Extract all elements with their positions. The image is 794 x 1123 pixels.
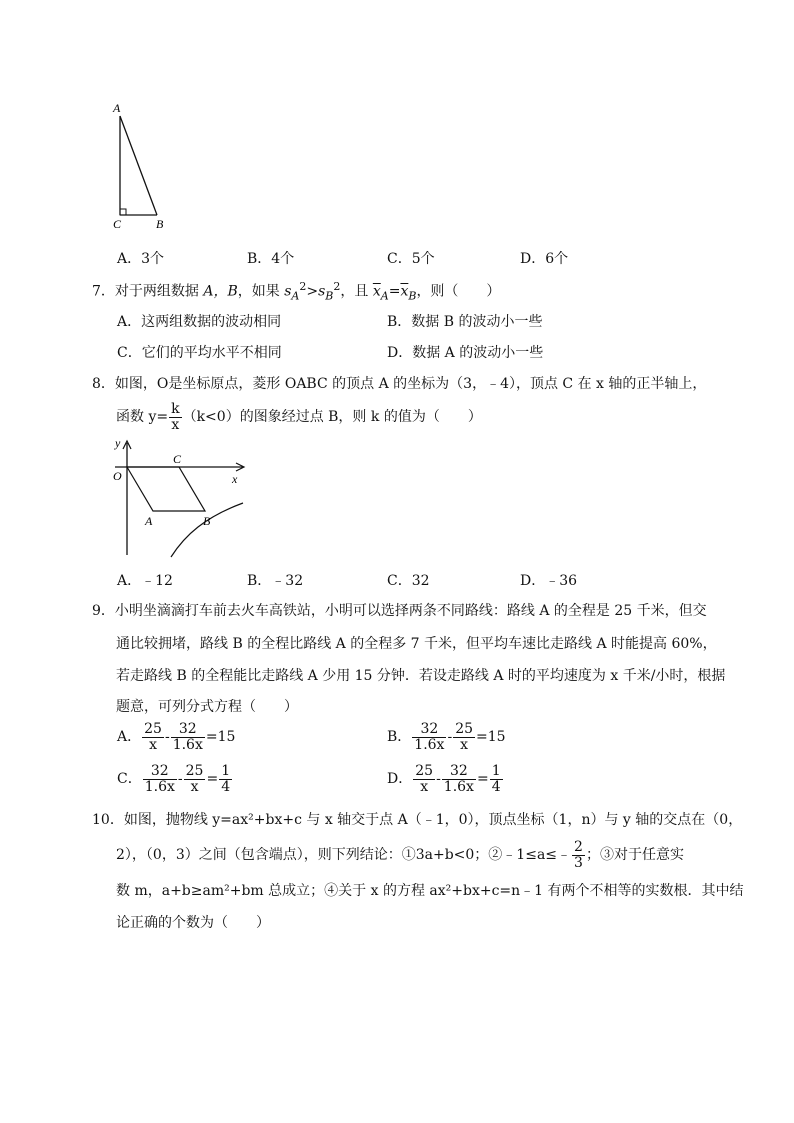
q9-d-num2: 32 [442,764,476,780]
q8-label-b: B [203,514,211,528]
q6-label-c: C [113,217,122,231]
q9-b-den1: 1.6x [414,736,445,753]
q7-option-c[interactable]: C．它们的平均水平不相同 [117,345,282,361]
q10-stem-line3: 数 m，a+b≥am²+bm 总成立；④关于 x 的方程 ax²+bx+c=n﹣1 有两个不相等的实数根．其中结 [116,883,744,899]
q8-label-x: x [232,472,238,486]
q8-func-pre: 函数 y= [116,409,169,426]
q6-triangle-figure [108,98,178,233]
q9-a-label: A． [117,729,142,746]
q8-label-c: C [173,452,182,466]
q7-mean-a: $\overline{x}$ [372,283,381,300]
q7-end: ，则（ ） [416,283,501,300]
q6-side-ab [120,116,157,215]
q10-stem-line1 [92,809,742,829]
q9-option-c[interactable] [117,764,233,794]
q9-a-den2: 1.6x [172,736,203,753]
q9-stem-line3: 若走路线 B 的全程能比走路线 A 少用 15 分钟．若设走路线 A 时的平均速度为 x 千米/小时，根据 [116,668,726,684]
q10-line1: 如图，抛物线 y=ax²+bx+c 与 x 轴交于点 A（﹣1，0），顶点坐标（1，n）与 y 轴的交点在（0， [123,812,743,828]
q8-frac-num: k [171,401,180,417]
q8-stem-line2 [116,402,482,432]
q9-option-a[interactable] [117,722,235,752]
q7-number: 7． [92,283,115,300]
q6-option-c[interactable]: C．5个 [387,251,435,267]
q9-b-label: B． [387,729,412,746]
q9-b-rhs: =15 [476,729,506,746]
q10-frac-den: 3 [574,854,583,871]
q9-d-label: D． [387,771,413,788]
q9-a-num2: 32 [171,722,205,738]
q7-mean-b: $\overline{x}$ [400,283,409,300]
q9-option-d[interactable] [387,764,504,794]
q9-c-num2: 25 [185,763,204,779]
q8-number: 8． [92,376,115,392]
q9-c-num1: 32 [143,764,177,780]
q9-b-num2: 25 [455,721,474,737]
q9-option-b[interactable] [387,722,506,752]
q6-option-d[interactable]: D．6个 [520,251,569,267]
q9-d-rden: 4 [491,778,501,795]
q9-c-rden: 4 [221,778,231,795]
q9-d-num1: 25 [415,763,434,779]
q8-stem-line1 [92,373,706,393]
q7-stem [92,280,500,302]
q8-option-a[interactable]: A．﹣12 [117,573,173,589]
q10-stem-line4: 论正确的个数为（ ） [116,915,270,931]
q8-func-post: （k<0）的图象经过点 B，则 k 的值为（ ） [182,409,482,426]
q10-line2-pre: 2），（0，3）之间（包含端点），则下列结论：①3a+b<0；②﹣1≤a≤﹣ [116,847,572,864]
q7-mean-sub-b: B [408,289,417,303]
q9-c-label: C． [117,771,142,788]
q7-gt: > [306,283,319,300]
q9-c-den1: 1.6x [144,778,175,795]
q9-a-num1: 25 [144,721,162,737]
q8-coordinate-figure [105,435,250,560]
q10-number: 10． [92,812,124,828]
q9-stem-line2: 通比较拥堵，路线 B 的全程比路线 A 的全程多 7 千米，但平均车速比走路线 A 时能提高 60%， [116,636,717,652]
q9-d-op: - [436,771,441,788]
q7-eq: = [388,283,401,300]
q9-d-den1: x [420,778,429,795]
q10-frac-num: 2 [574,839,583,855]
q7-s-a: s [284,283,292,300]
q9-a-op: - [164,729,170,746]
q7-option-d[interactable]: D．数据 A 的波动小一些 [387,345,544,361]
q8-frac-den: x [171,416,180,433]
q6-right-angle-mark [120,209,126,215]
q9-line1: 小明坐滴滴打车前去火车高铁站，小明可以选择两条不同路线：路线 A 的全程是 25 千米，但交 [114,603,707,619]
q7-sub-b: B [325,289,334,303]
q10-stem-line2 [116,840,684,870]
q8-label-y: y [115,436,121,450]
q7-option-a[interactable]: A．这两组数据的波动相同 [117,314,282,330]
q7-vars: A，B [203,283,238,300]
q9-b-num1: 32 [412,722,446,738]
q7-option-b[interactable]: B．数据 B 的波动小一些 [387,314,543,330]
q6-option-b[interactable]: B．4个 [247,251,295,267]
q7-pre: 对于两组数据 [114,283,199,300]
q8-label-o: O [113,469,122,483]
q7-and: ，且 [340,283,369,300]
q6-option-a[interactable]: A．3个 [117,251,165,267]
q7-sup-a: 2 [299,280,307,293]
q9-c-eq: = [206,771,219,788]
q6-label-b: B [156,217,164,231]
q7-mean-sub-a: A [380,289,389,303]
q9-b-op: - [447,729,453,746]
q9-a-den1: x [149,736,157,753]
q9-stem-line4: 题意，可列分式方程（ ） [116,699,298,715]
q8-option-b[interactable]: B．﹣32 [247,573,304,589]
q8-rhombus-oabc [127,467,205,511]
q8-option-c[interactable]: C．32 [387,573,430,589]
q7-mid: ，如果 [237,283,280,300]
q6-label-a: A [113,101,121,115]
q7-sup-b: 2 [333,280,341,293]
q9-a-rhs: =15 [205,729,236,746]
q9-c-op: - [177,771,183,788]
q7-sub-a: A [291,289,300,303]
q8-line1: 如图，O是坐标原点，菱形 OABC 的顶点 A 的坐标为（3，﹣4），顶点 C 在 x 轴的正半轴上， [114,376,707,392]
q9-d-rnum: 1 [491,763,501,779]
q8-option-d[interactable]: D．﹣36 [520,573,578,589]
q9-b-den2: x [460,736,469,753]
q9-d-den2: 1.6x [443,778,474,795]
q7-s-b: s [318,283,326,300]
q8-label-a: A [145,514,153,528]
q8-fraction [169,402,181,432]
q9-stem-line1 [92,600,707,620]
q10-line2-post: ；③对于任意实 [585,847,684,864]
q9-d-eq: = [476,771,489,788]
q9-c-rnum: 1 [221,763,231,779]
q9-c-den2: x [190,778,199,795]
q9-number: 9． [92,603,115,619]
